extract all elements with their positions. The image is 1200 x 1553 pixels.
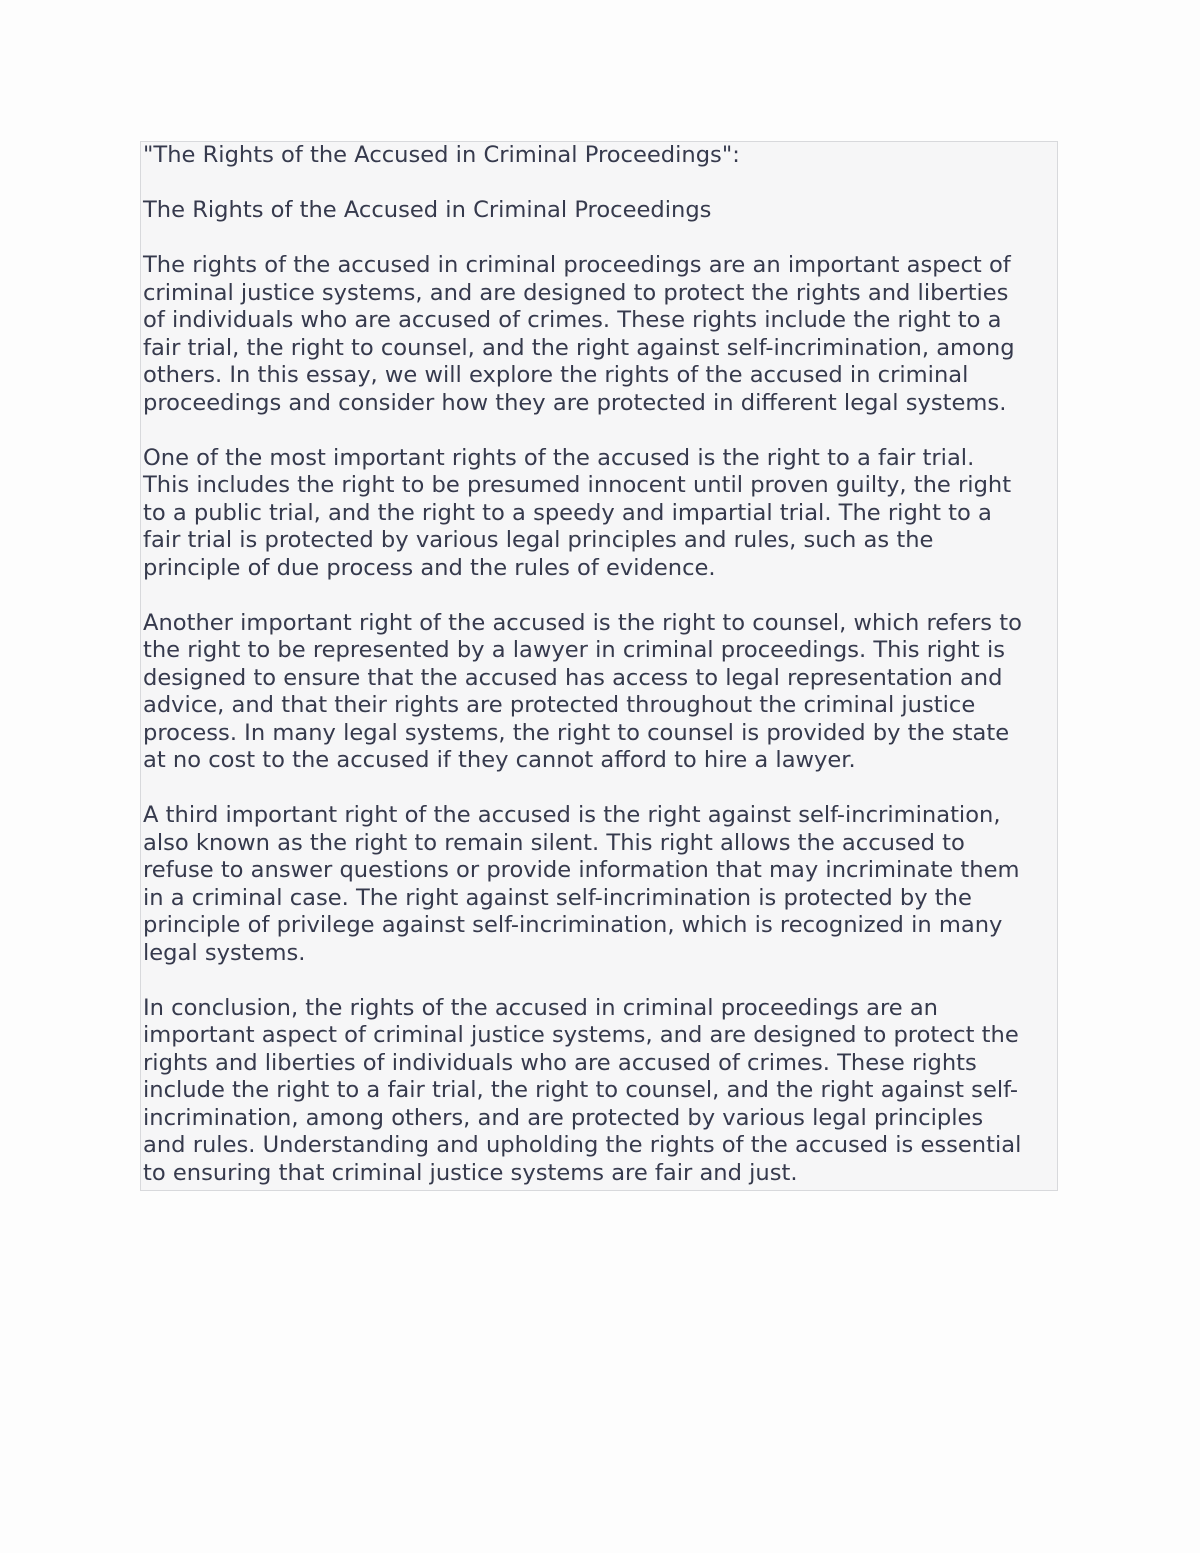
paragraph-line: criminal justice systems, and are designed to protect the rights and liberties — [143, 279, 1009, 306]
paragraph-line: and rules. Understanding and upholding the rights of the accused is essential — [143, 1132, 1022, 1158]
paragraph-right-to-counsel — [143, 610, 1057, 775]
paragraph-line: include the right to a fair trial, the right to counsel, and the right against self- — [143, 1077, 1018, 1103]
essay-title-text: The Rights of the Accused in Criminal Proceedings — [143, 197, 712, 223]
paragraph-introduction — [143, 252, 1057, 417]
paragraph-line: designed to ensure that the accused has access to legal representation and — [143, 664, 1003, 691]
paragraph-line: Another important right of the accused is the right to counsel, which refers to — [143, 609, 1022, 636]
paragraph-line: also known as the right to remain silent. This right allows the accused to — [143, 829, 965, 856]
paragraph-line: fair trial is protected by various legal principles and rules, such as the — [143, 527, 934, 553]
quoted-heading-text: "The Rights of the Accused in Criminal Proceedings": — [143, 142, 740, 168]
paragraph-conclusion — [143, 995, 1057, 1188]
paragraph-line: This includes the right to be presumed innocent until proven guilty, the right — [143, 472, 1012, 498]
paragraph-line: rights and liberties of individuals who are accused of crimes. These rights — [143, 1049, 977, 1076]
paragraph-line: important aspect of criminal justice systems, and are designed to protect the — [143, 1022, 1019, 1048]
paragraph-line: principle of privilege against self-incrimination, which is recognized in many — [143, 912, 1003, 938]
essay-title — [143, 197, 1057, 225]
paragraph-line: others. In this essay, we will explore the rights of the accused in criminal — [143, 362, 969, 388]
paragraph-line: The rights of the accused in criminal proceedings are an important aspect of — [143, 252, 1011, 278]
essay-text-box — [140, 141, 1058, 1191]
paragraph-line: advice, and that their rights are protected throughout the criminal justice — [143, 692, 976, 718]
paragraph-line: fair trial, the right to counsel, and the right against self-incrimination, among — [143, 334, 1015, 361]
paragraph-fair-trial — [143, 445, 1057, 583]
paragraph-line: refuse to answer questions or provide information that may incriminate them — [143, 857, 1020, 883]
paragraph-line: to a public trial, and the right to a speedy and impartial trial. The right to a — [143, 499, 992, 526]
paragraph-line: incrimination, among others, and are protected by various legal principles — [143, 1104, 984, 1131]
paragraph-line: In conclusion, the rights of the accused in criminal proceedings are an — [143, 994, 939, 1021]
paragraph-line: One of the most important rights of the accused is the right to a fair trial. — [143, 444, 975, 471]
paragraph-line: process. In many legal systems, the right to counsel is provided by the state — [143, 719, 1010, 746]
paragraph-line: legal systems. — [143, 939, 306, 966]
paragraph-line: proceedings and consider how they are protected in different legal systems. — [143, 389, 1007, 416]
paragraph-line: A third important right of the accused is the right against self-incrimination, — [143, 802, 1001, 828]
quoted-heading — [143, 142, 1057, 170]
paragraph-line: in a criminal case. The right against self-incrimination is protected by the — [143, 884, 972, 911]
paragraph-line: the right to be represented by a lawyer in criminal proceedings. This right is — [143, 637, 1006, 663]
paragraph-line: of individuals who are accused of crimes. These rights include the right to a — [143, 307, 1002, 333]
paragraph-self-incrimination — [143, 802, 1057, 967]
paragraph-line: principle of due process and the rules of evidence. — [143, 554, 716, 581]
paragraph-line: at no cost to the accused if they cannot afford to hire a lawyer. — [143, 747, 856, 773]
paragraph-line: to ensuring that criminal justice systems are fair and just. — [143, 1159, 798, 1186]
